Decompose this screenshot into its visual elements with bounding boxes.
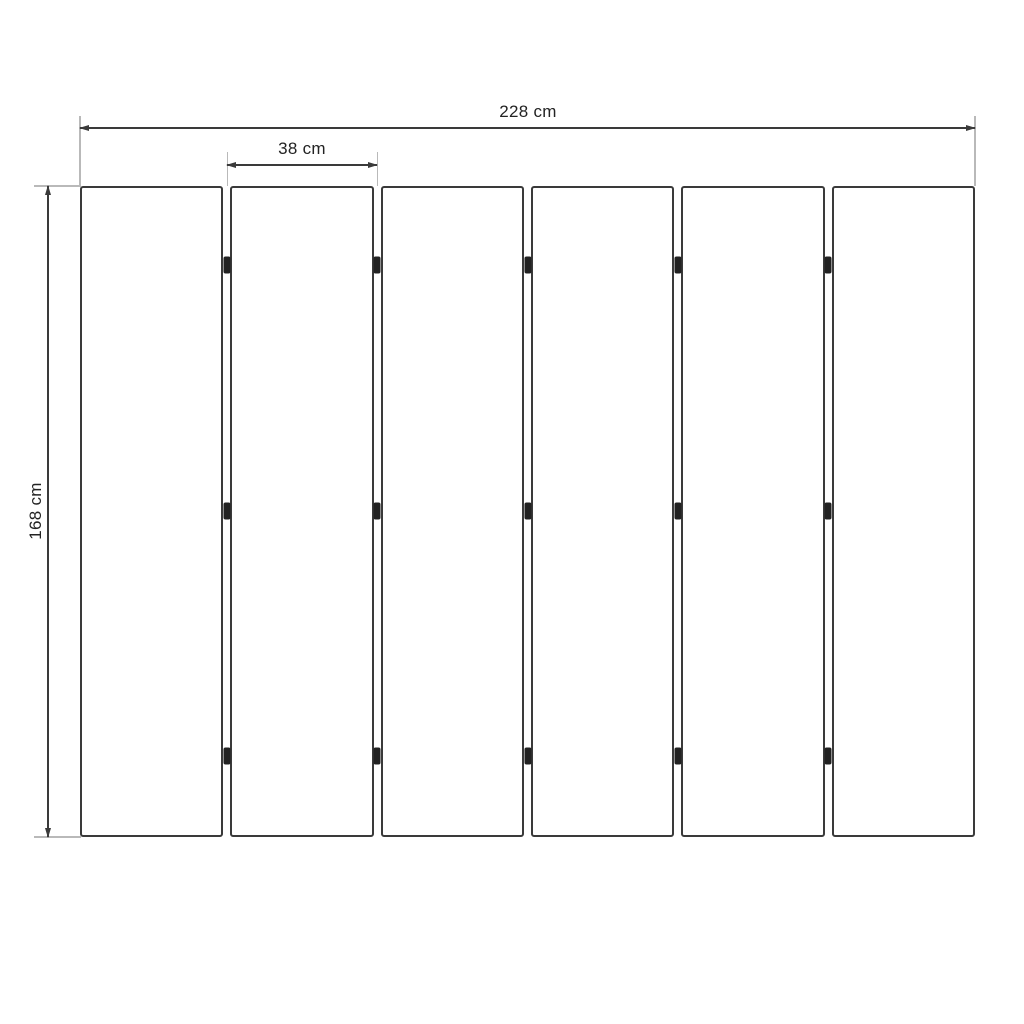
extension-line-right bbox=[377, 152, 379, 186]
hinge-mark bbox=[374, 502, 381, 519]
hinge-mark bbox=[223, 256, 230, 273]
panel-3 bbox=[381, 186, 524, 837]
hinge-mark bbox=[524, 502, 531, 519]
extension-line-top bbox=[34, 185, 81, 187]
hinge-mark bbox=[674, 256, 681, 273]
hinge-mark bbox=[825, 748, 832, 765]
hinge-mark bbox=[524, 256, 531, 273]
panels-row bbox=[80, 186, 975, 837]
extension-line-left bbox=[227, 152, 229, 186]
arrow-up-icon bbox=[45, 185, 51, 195]
hinge-mark bbox=[223, 502, 230, 519]
arrow-left-icon bbox=[79, 125, 89, 131]
panel-5 bbox=[681, 186, 824, 837]
hinge-mark bbox=[674, 748, 681, 765]
arrow-left-icon bbox=[226, 162, 236, 168]
hinge-mark bbox=[374, 748, 381, 765]
dimension-line-height bbox=[47, 186, 49, 837]
panel-1 bbox=[80, 186, 223, 837]
arrow-right-icon bbox=[966, 125, 976, 131]
hinge-mark bbox=[825, 256, 832, 273]
hinge-mark bbox=[374, 256, 381, 273]
panel-6 bbox=[832, 186, 975, 837]
dimension-height-label: 168 cm bbox=[26, 482, 45, 540]
arrow-down-icon bbox=[45, 828, 51, 838]
hinge-mark bbox=[674, 502, 681, 519]
dimension-panel-width-label: 38 cm bbox=[278, 139, 326, 158]
dimension-line-total-width bbox=[80, 127, 975, 129]
arrow-right-icon bbox=[368, 162, 378, 168]
hinge-mark bbox=[223, 748, 230, 765]
hinge-mark bbox=[825, 502, 832, 519]
hinge-mark bbox=[524, 748, 531, 765]
dimension-line-panel-width bbox=[227, 164, 377, 166]
dimension-total-width-label: 228 cm bbox=[499, 102, 557, 121]
panel-4 bbox=[531, 186, 674, 837]
extension-line-bottom bbox=[34, 836, 81, 838]
panel-2 bbox=[230, 186, 373, 837]
